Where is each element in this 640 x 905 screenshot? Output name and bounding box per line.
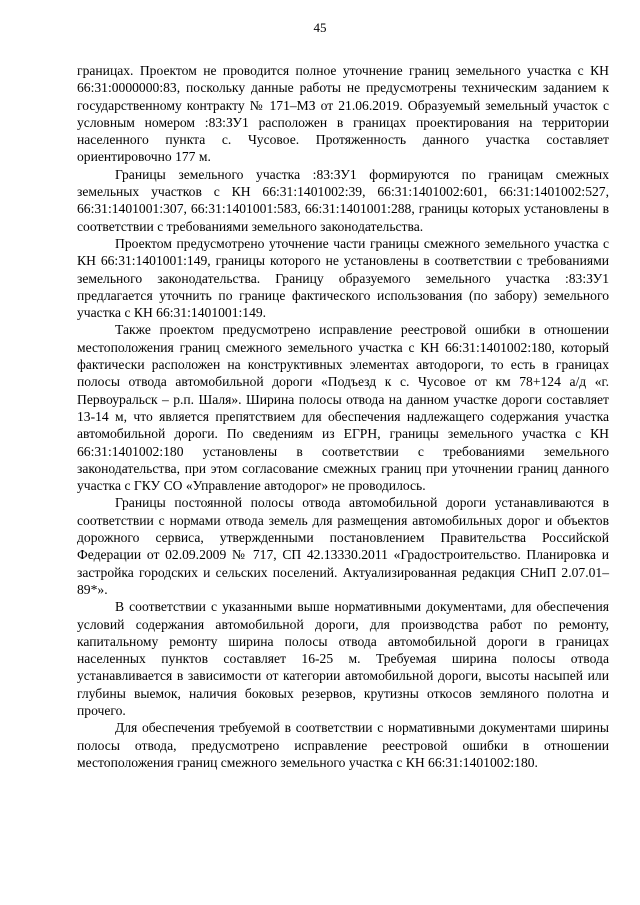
paragraph-boundaries-zu1: Границы земельного участка :83:ЗУ1 формируются по границам смежных земельных участков с КН 66:31:1401002:39, 66:31:1401002:601, 66:31:1401002:527, 66:31:1401001:307, 66:31:1401001:583, 66:31:1401001:288, границы которых установлены в соответствии с требованиями земельного законодательства.	[77, 166, 609, 234]
paragraph-boundary-clarification: Проектом предусмотрено уточнение части границы смежного земельного участка с КН 66:31:1401001:149, границы которого не установлены в соответствии с требованиями земельного законодательства. Границу образуемого земельного участка :83:ЗУ1 предлагается уточнить по границе фактического использования (по забору) земельного участка с КН 66:31:1401001:149.	[77, 235, 609, 321]
paragraph-registry-error: Также проектом предусмотрено исправление реестровой ошибки в отношении местоположения границ смежного земельного участка с КН 66:31:1401002:180, который фактически расположен на конструктивных элементах автодороги, то есть в границах полосы отвода автомобильной дороги «Подъезд к с. Чусовое от км 78+124 а/д «г. Первоуральск – р.п. Шаля». Ширина полосы отвода на данном участке дороги составляет 13-14 м, что является препятствием для обеспечения надлежащего содержания участка автомобильной дороги. По сведениям из ЕГРН, границы земельного участка с КН 66:31:1401002:180 установлены в соответствии с требованиями земельного законодательства, при этом согласование смежных границ при уточнении границ данного участка с ГКУ СО «Управление автодорог» не проводилось.	[77, 322, 609, 494]
paragraph-normative-width: В соответствии с указанными выше нормативными документами, для обеспечения условий содержания автомобильной дороги, для производства работ по ремонту, капитальному ремонту ширина полосы отвода автомобильной дороги в границах населенных пунктов составляет 16-25 м. Требуемая ширина полосы отвода устанавливается в зависимости от категории автомобильной дороги, высоты насыпей или глубины выемок, наличия боковых резервов, крутизны откосов земляного полотна и прочего.	[77, 599, 609, 718]
paragraph-conclusion: Для обеспечения требуемой в соответствии с нормативными документами ширины полосы отвода, предусмотрено исправление реестровой ошибки в отношении местоположения границ смежного земельного участка с КН 66:31:1401002:180.	[77, 720, 609, 770]
page-number: 45	[313, 20, 327, 35]
paragraph-continuation: границах. Проектом не проводится полное уточнение границ земельного участка с КН 66:31:0000000:83, поскольку данные работы не предусмотрены техническим заданием к государственному контракту № 171–МЗ от 21.06.2019. Образуемый земельный участок с условным номером :83:ЗУ1 расположен в границах проектирования на территории населенного пункта с. Чусовое. Протяженность данного участка составляет ориентировочно 177 м.	[77, 63, 609, 165]
paragraph-right-of-way: Границы постоянной полосы отвода автомобильной дороги устанавливаются в соответствии с нормами отвода земель для размещения автомобильных дорог и объектов дорожного сервиса, утвержденными постановлением Правительства Российской Федерации от 02.09.2009 № 717, СП 42.13330.2011 «Градостроительство. Планировка и застройка городских и сельских поселений. Актуализированная редакция СНиП 2.07.01–89*».	[77, 495, 609, 597]
document-body	[77, 62, 609, 771]
